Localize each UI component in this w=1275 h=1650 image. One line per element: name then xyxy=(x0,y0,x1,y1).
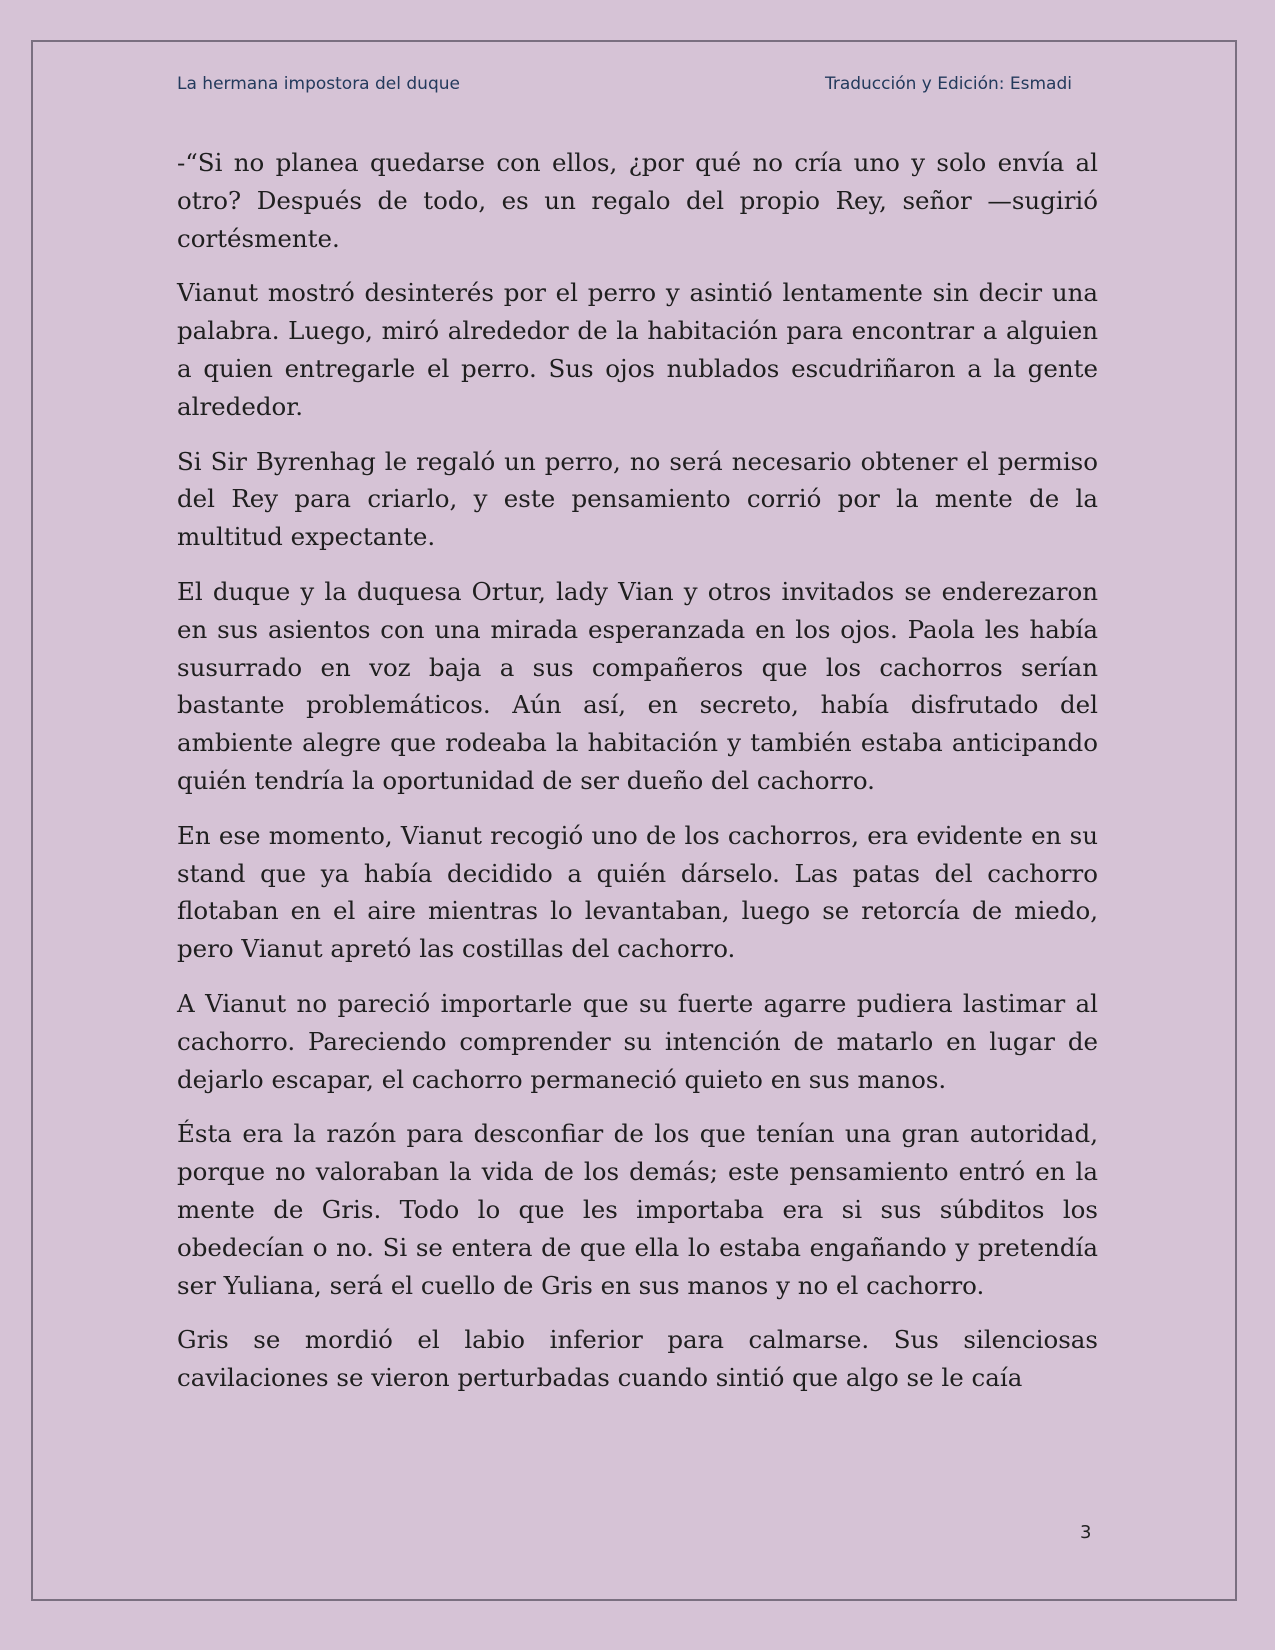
paragraph: A Vianut no pareció importarle que su fuerte agarre pudiera lastimar al cachorro. Pareciendo comprender su intención de matarlo en lugar de dejarlo escapar, el cachorro permaneció quieto en sus manos. xyxy=(177,988,1098,1094)
page-number: 3 xyxy=(1080,1522,1092,1543)
paragraph: Gris se mordió el labio inferior para calmarse. Sus silenciosas cavilaciones se vieron perturbadas cuando sintió que algo se le caía xyxy=(177,1325,1098,1393)
paragraph: -“Si no planea quedarse con ellos, ¿por qué no cría uno y solo envía al otro? Después de todo, es un regalo del propio Rey, señor —sugirió cortésmente. xyxy=(177,148,1098,253)
paragraph: Vianut mostró desinterés por el perro y asintió lentamente sin decir una palabra. Luego, miró alrededor de la habitación para encontrar a alguien a quien entregarle el perro. Sus ojos nublados escudriñaron a la gente alrededor. xyxy=(177,278,1098,421)
paragraph: El duque y la duquesa Ortur, lady Vian y otros invitados se enderezaron en sus asientos con una mirada esperanzada en los ojos. Paola les había susurrado en voz baja a sus compañeros que los cachorros serían bastante problemáticos. Aún así, en secreto, había disfrutado del ambiente alegre que rodeaba la habitación y también estaba anticipando quién tendría la oportunidad de ser dueño del cachorro. xyxy=(177,576,1098,795)
header-book-title: La hermana impostora del duque xyxy=(177,74,460,94)
paragraph: En ese momento, Vianut recogió uno de los cachorros, era evidente en su stand que ya había decidido a quién dárselo. Las patas del cachorro flotaban en el aire mientras lo levantaban, luego se retorcía de miedo, pero Vianut apretó las costillas del cachorro. xyxy=(177,820,1098,964)
paragraph: Si Sir Byrenhag le regaló un perro, no será necesario obtener el permiso del Rey para criarlo, y este pensamiento corrió por la mente de la multitud expectante. xyxy=(177,446,1098,552)
page-header xyxy=(177,74,1072,100)
header-credits: Traducción y Edición: Esmadi xyxy=(824,74,1072,94)
body-text xyxy=(177,144,1098,1414)
paragraph: Ésta era la razón para desconfiar de los que tenían una gran autoridad, porque no valoraban la vida de los demás; este pensamiento entró en la mente de Gris. Todo lo que les importaba era si sus súbditos los obedecían o no. Si se entera de que ella lo estaba engañando y pretendía ser Yuliana, será el cuello de Gris en sus manos y no el cachorro. xyxy=(177,1119,1098,1300)
